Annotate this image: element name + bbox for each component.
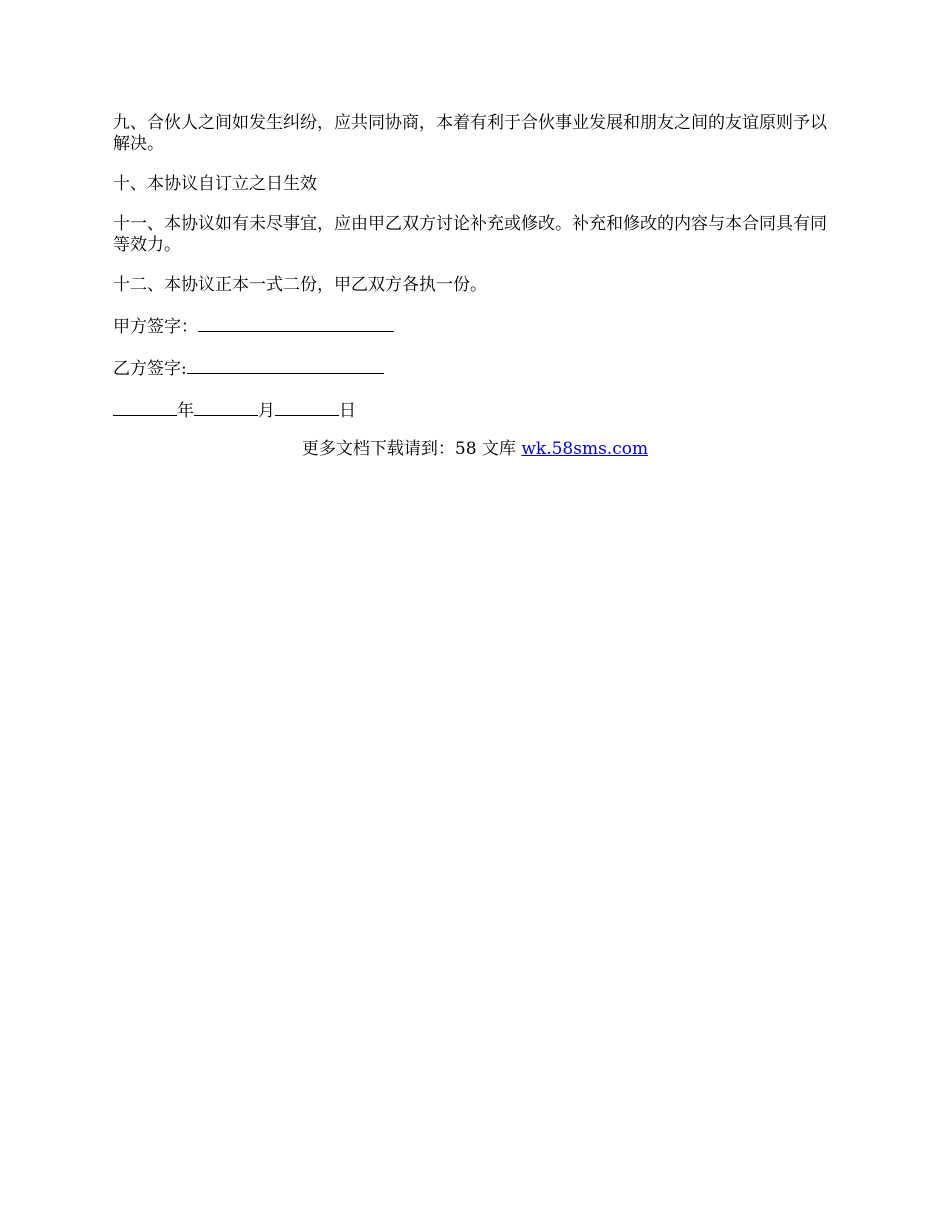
month-blank xyxy=(194,399,258,416)
year-blank xyxy=(113,399,177,416)
signature-party-b-label: 乙方签字: xyxy=(113,359,187,379)
signature-party-a-label: 甲方签字： xyxy=(113,317,198,337)
document-body xyxy=(113,113,840,441)
footer-link[interactable]: wk.58sms.com xyxy=(521,439,649,459)
year-label: 年 xyxy=(177,401,194,421)
clause-11: 十一、本协议如有未尽事宜，应由甲乙双方讨论补充或修改。补充和修改的内容与本合同具有同等效力。 xyxy=(113,214,827,255)
signature-party-b xyxy=(113,357,840,380)
clause-10: 十、本协议自订立之日生效 xyxy=(113,174,317,194)
signature-party-a-line xyxy=(198,315,394,332)
day-label: 日 xyxy=(339,401,356,421)
date-line-row xyxy=(113,399,840,422)
clause-9: 九、合伙人之间如发生纠纷，应共同协商，本着有利于合伙事业发展和朋友之间的友谊原则予以解决。 xyxy=(113,113,827,154)
footer xyxy=(0,439,950,460)
signature-party-a xyxy=(113,315,840,338)
month-label: 月 xyxy=(258,401,275,421)
day-blank xyxy=(275,399,339,416)
clause-12: 十二、本协议正本一式二份，甲乙双方各执一份。 xyxy=(113,275,487,295)
footer-text: 更多文档下载请到：58 文库 xyxy=(301,439,522,459)
signature-party-b-line xyxy=(187,357,384,374)
